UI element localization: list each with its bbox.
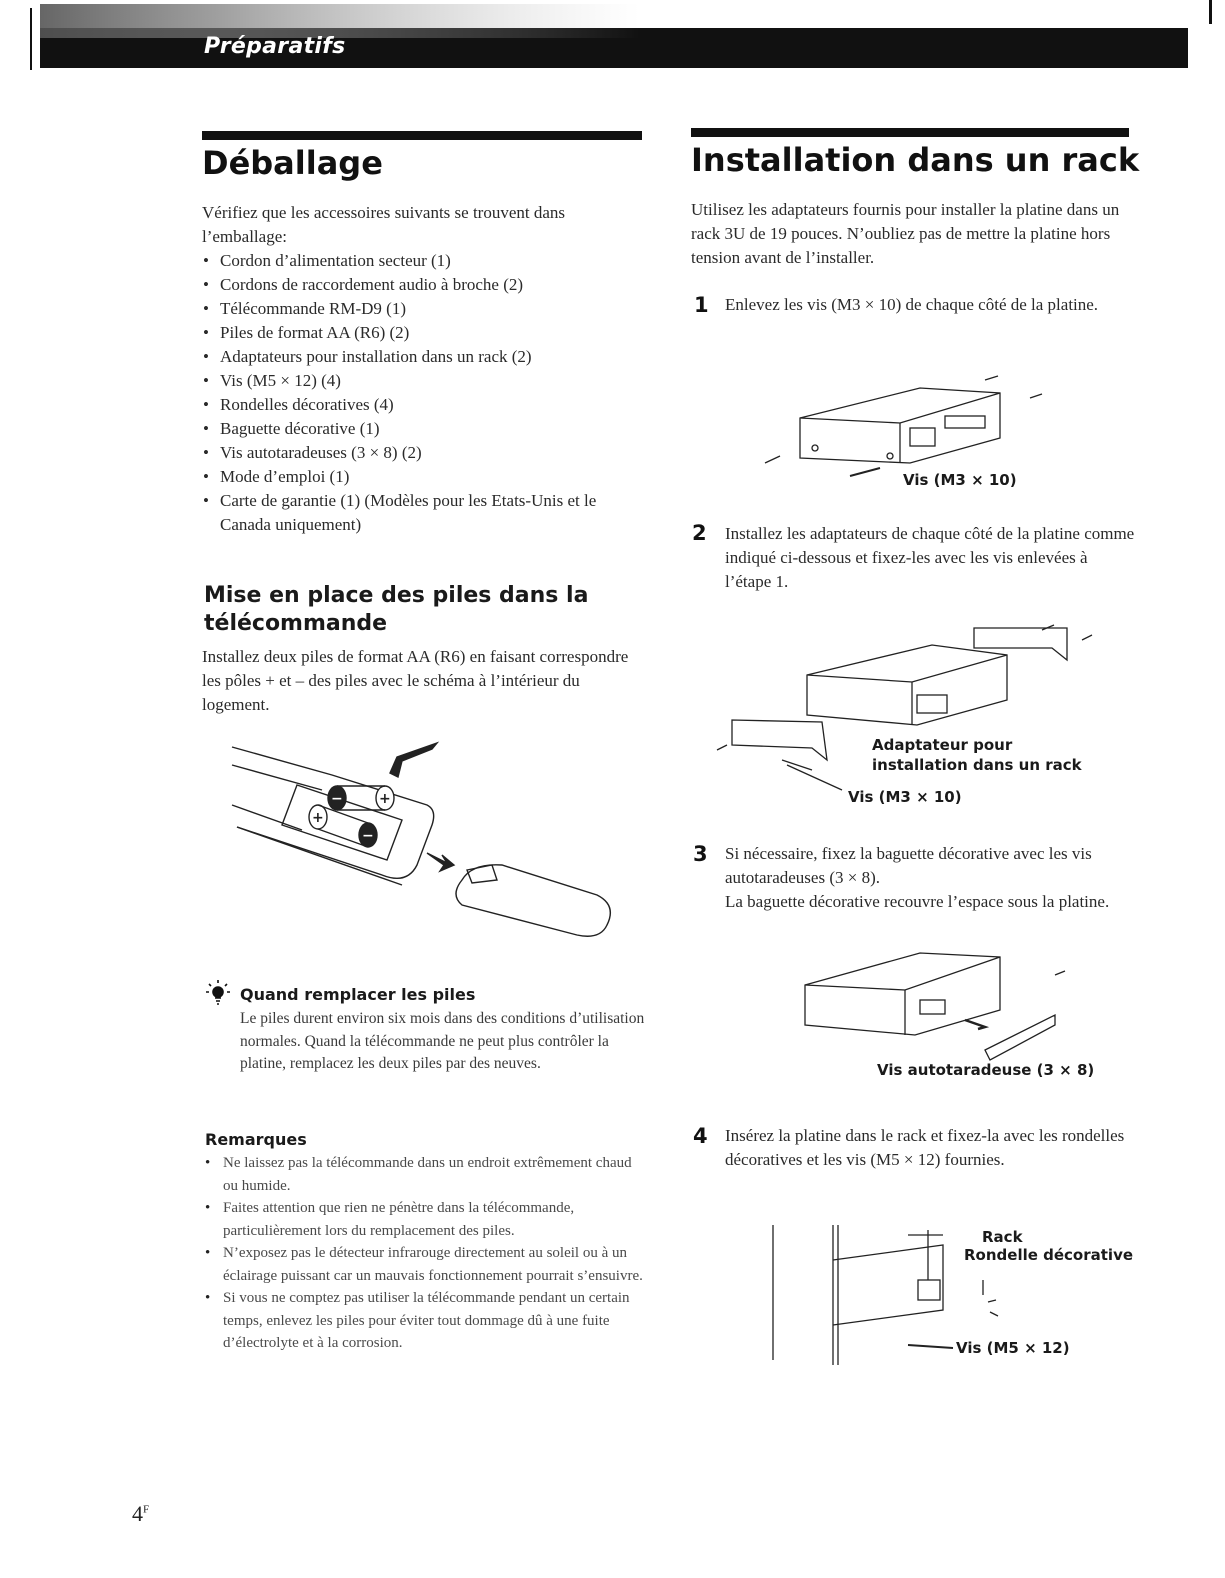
unpacking-intro: Vérifiez que les accessoires suivants se trouvent dans l’emballage: [202, 203, 566, 246]
tip-text: Le piles durent environ six mois dans des conditions d’utilisation normales. Quand la télécommande ne peut plus contrôler la platine, remplacez les deux piles par des neuves. [240, 1010, 645, 1072]
step-number: 2 [692, 521, 707, 545]
diagram-label: Vis (M5 × 12) [956, 1339, 1070, 1357]
svg-text:+: + [312, 810, 324, 826]
list-item: • Vis autotaradeuses (3 × 8) (2) [202, 441, 642, 465]
header-texture-graphic [40, 4, 640, 38]
page-number-value: 4 [132, 1501, 143, 1526]
list-item: • N’exposez pas le détecteur infrarouge directement au soleil ou à un éclairage puissant car un mauvais fonctionnement pourrait s’ensuivre. [205, 1242, 650, 1287]
step-text [725, 842, 1135, 914]
tip-heading: Quand remplacer les piles [240, 985, 476, 1004]
list-item: • Cordons de raccordement audio à broche (2) [202, 273, 642, 297]
step-text: Insérez la platine dans le rack et fixez-la avec les rondelles décoratives et les vis (M5 × 12) fournies. [725, 1126, 1125, 1169]
heading-unpacking: Déballage [202, 144, 383, 182]
diagram-label-line: installation dans un rack [872, 756, 1082, 774]
crop-mark-right [1209, 0, 1212, 24]
diagram-label [872, 735, 1082, 775]
svg-text:+: + [379, 791, 391, 807]
notes-heading: Remarques [205, 1130, 307, 1149]
svg-text:−: − [362, 828, 374, 844]
heading-rule-left [202, 131, 642, 140]
heading-rule-right [691, 128, 1129, 137]
list-item: • Si vous ne comptez pas utiliser la télécommande pendant un certain temps, enlevez les piles pour éviter tout dommage dû à une fuite d’électrolyte et à la corrosion. [205, 1287, 650, 1355]
list-item: • Ne laissez pas la télécommande dans un endroit extrêmement chaud ou humide. [205, 1152, 650, 1197]
notes-list [205, 1152, 650, 1355]
step-number: 3 [693, 842, 708, 866]
battery-instructions: Installez deux piles de format AA (R6) en faisant correspondre les pôles + et – des piles avec le schéma à l’intérieur du logement. [202, 647, 629, 714]
remove-screws-diagram [760, 368, 1060, 478]
heading-rack-installation: Installation dans un rack [691, 141, 1140, 179]
diagram-label: Rack [982, 1228, 1023, 1246]
diagram-label: Vis (M3 × 10) [848, 788, 962, 806]
list-item: • Baguette décorative (1) [202, 417, 642, 441]
list-item: • Faites attention que rien ne pénètre dans la télécommande, particulièrement lors du remplacement des piles. [205, 1197, 650, 1242]
list-item: • Vis (M5 × 12) (4) [202, 369, 642, 393]
step-text: Installez les adaptateurs de chaque côté de la platine comme indiqué ci-dessous et fixez-les avec les vis enlevées à l’étape 1. [725, 524, 1135, 591]
step-number: 1 [694, 293, 709, 317]
list-item: • Rondelles décoratives (4) [202, 393, 642, 417]
accessory-list [202, 249, 642, 537]
diagram-label: Vis autotaradeuse (3 × 8) [877, 1061, 1095, 1079]
diagram-label-line: Adaptateur pour [872, 736, 1013, 754]
battery-heading: Mise en place des piles dans la télécommande [204, 583, 589, 636]
rack-intro: Utilisez les adaptateurs fournis pour installer la platine dans un rack 3U de 19 pouces. N’oubliez pas de mettre la platine hors tension avant de l’installer. [691, 200, 1120, 267]
list-item: • Télécommande RM-D9 (1) [202, 297, 642, 321]
decorative-strip-diagram [800, 945, 1070, 1075]
crop-mark-left [30, 8, 32, 70]
list-item: • Mode d’emploi (1) [202, 465, 642, 489]
list-item: • Adaptateurs pour installation dans un rack (2) [202, 345, 642, 369]
diagram-label: Vis (M3 × 10) [903, 471, 1017, 489]
step-number: 4 [693, 1124, 708, 1148]
step-text: Enlevez les vis (M3 × 10) de chaque côté de la platine. [725, 295, 1099, 314]
list-item: • Carte de garantie (1) (Modèles pour les Etats-Unis et le Canada uniquement) [202, 489, 642, 537]
diagram-label: Rondelle décorative [964, 1246, 1134, 1264]
list-item: • Piles de format AA (R6) (2) [202, 321, 642, 345]
step-text-line: La baguette décorative recouvre l’espace sous la platine. [725, 892, 1110, 911]
list-item: • Cordon d’alimentation secteur (1) [202, 249, 642, 273]
lightbulb-icon [205, 978, 231, 1008]
page-number-suffix: F [143, 1503, 150, 1516]
svg-text:−: − [331, 791, 343, 807]
remote-battery-illustration [222, 735, 622, 940]
step-text-line: Si nécessaire, fixez la baguette décorative avec les vis autotaradeuses (3 × 8). [725, 844, 1092, 887]
section-title: Préparatifs [204, 34, 346, 59]
page-number [132, 1501, 149, 1527]
